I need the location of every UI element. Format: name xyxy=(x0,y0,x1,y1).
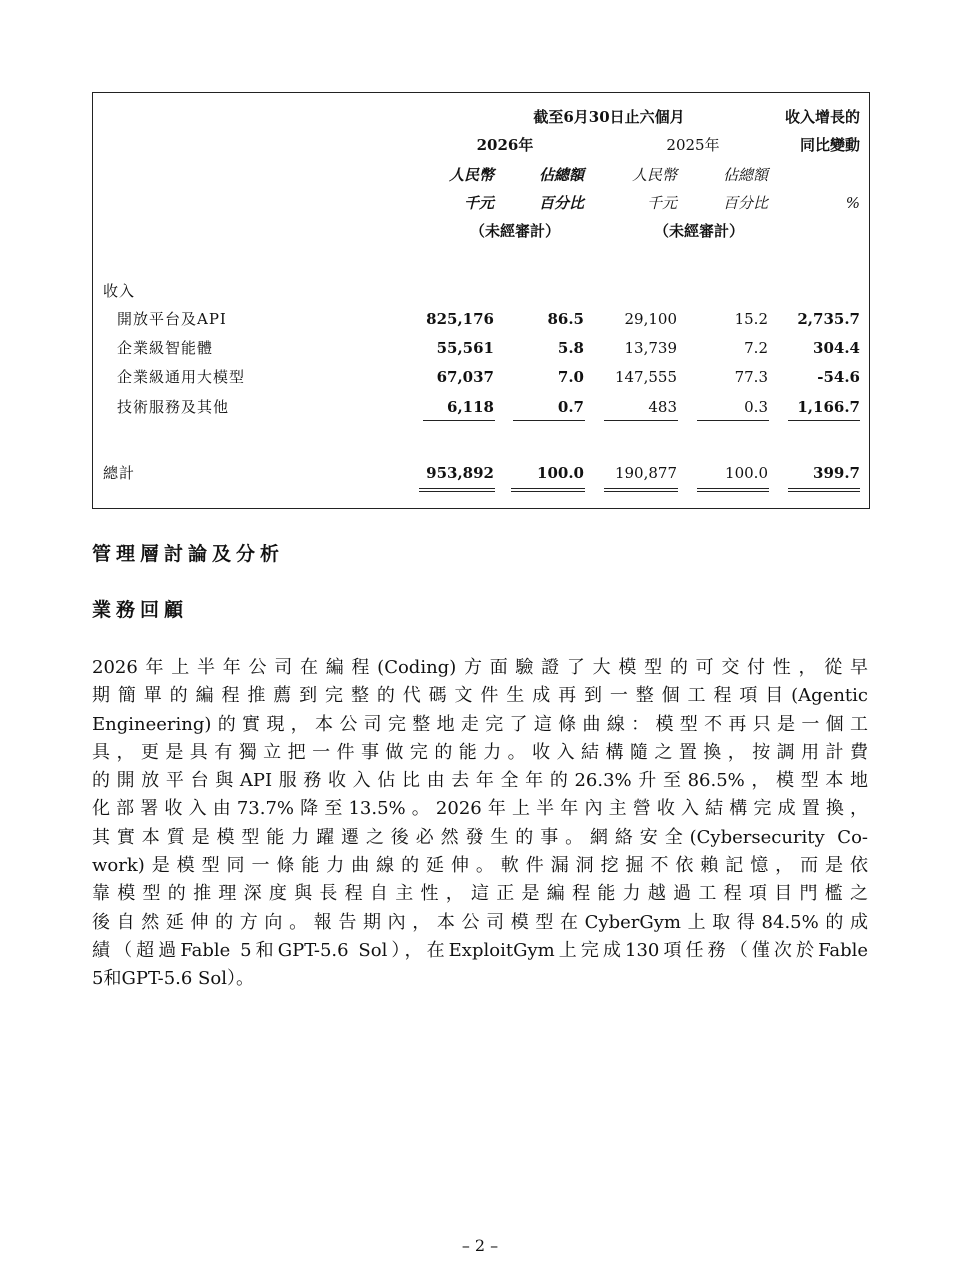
total-yoy: 399.7 xyxy=(813,464,860,482)
growth-header-line1: 收入增長的 xyxy=(784,108,860,126)
cell-pct-2026: 86.5 xyxy=(547,310,584,328)
percent-header-2026: 百分比 xyxy=(538,194,584,212)
cell-yoy: 2,735.7 xyxy=(797,310,860,328)
row-label: 企業級智能體 xyxy=(117,339,214,357)
cell-yoy: 1,166.7 xyxy=(797,398,860,416)
thousand-header-2026: 千元 xyxy=(463,194,494,212)
rmb-header-2025: 人民幣 xyxy=(631,166,677,184)
paragraph-line: 具，更是具有獨立把一件事做完的能力。收入結構隨之置換，按調用計費 xyxy=(92,741,868,763)
cell-pct-2025: 77.3 xyxy=(734,368,768,386)
pct-symbol-header: % xyxy=(845,194,860,212)
cell-rmb-2025: 29,100 xyxy=(624,310,677,328)
year-2026-header: 2026年 xyxy=(476,136,534,154)
row-label: 開放平台及API xyxy=(117,310,227,328)
cell-rmb-2026: 55,561 xyxy=(436,339,494,357)
subtotal-rule xyxy=(513,420,585,421)
year-2025-header: 2025年 xyxy=(666,136,720,154)
subtotal-rule xyxy=(604,420,678,421)
revenue-table xyxy=(92,92,870,509)
cell-yoy: -54.6 xyxy=(817,368,860,386)
subtotal-rule xyxy=(788,420,860,421)
business-review-paragraph xyxy=(92,654,868,994)
cell-yoy: 304.4 xyxy=(813,339,860,357)
revenue-section-label: 收入 xyxy=(103,282,136,300)
cell-pct-2025: 7.2 xyxy=(744,339,768,357)
cell-pct-2026: 7.0 xyxy=(557,368,584,386)
paragraph-line: 其實本質是模型能力躍遷之後必然發生的事。網絡安全(Cybersecurity Co- xyxy=(92,826,868,848)
total-rmb-2026: 953,892 xyxy=(426,464,494,482)
paragraph-line: 化部署收入由73.7%降至13.5%。2026年上半年內主營收入結構完成置換， xyxy=(92,798,868,820)
share-header-2025: 佔總額 xyxy=(722,166,768,184)
row-label: 技術服務及其他 xyxy=(117,398,230,416)
paragraph-line: Engineering)的實現，本公司完整地走完了這條曲線：模型不再只是一個工 xyxy=(92,713,868,735)
cell-pct-2026: 5.8 xyxy=(557,339,584,357)
unaudited-2026: （未經審計） xyxy=(469,222,560,240)
thousand-header-2025: 千元 xyxy=(646,194,677,212)
paragraph-line: 後自然延伸的方向。報告期內，本公司模型在CyberGym上取得84.5%的成 xyxy=(92,911,868,933)
cell-rmb-2026: 825,176 xyxy=(426,310,494,328)
paragraph-line: 靠模型的推理深度與長程自主性，這正是編程能力越過工程項目門檻之 xyxy=(92,883,868,905)
cell-rmb-2026: 6,118 xyxy=(447,398,494,416)
cell-rmb-2025: 13,739 xyxy=(624,339,677,357)
cell-pct-2025: 0.3 xyxy=(744,398,768,416)
paragraph-line: 5和GPT-5.6 Sol）。 xyxy=(92,968,254,990)
paragraph-line: 期簡單的編程推薦到完整的代碼文件生成再到一整個工程項目(Agentic xyxy=(92,685,868,707)
page-number: – 2 – xyxy=(461,1236,499,1255)
subsection-title: 業務回顧 xyxy=(92,599,189,621)
period-header: 截至6月30日止六個月 xyxy=(533,108,685,126)
total-label: 總計 xyxy=(103,464,136,482)
subtotal-rule xyxy=(697,420,769,421)
subtotal-rule xyxy=(423,420,495,421)
cell-pct-2026: 0.7 xyxy=(557,398,584,416)
cell-rmb-2026: 67,037 xyxy=(436,368,494,386)
growth-header-line2: 同比變動 xyxy=(799,136,860,154)
total-rmb-2025: 190,877 xyxy=(614,464,677,482)
percent-header-2025: 百分比 xyxy=(722,194,768,212)
paragraph-line: 績（超過Fable 5和GPT-5.6 Sol），在ExploitGym上完成130項任務（僅次於Fable xyxy=(92,939,868,961)
total-pct-2025: 100.0 xyxy=(725,464,768,482)
total-double-rule xyxy=(511,488,585,492)
section-title: 管理層討論及分析 xyxy=(92,543,285,565)
share-header-2026: 佔總額 xyxy=(538,166,584,184)
total-double-rule xyxy=(788,488,860,492)
cell-pct-2025: 15.2 xyxy=(734,310,768,328)
cell-rmb-2025: 147,555 xyxy=(614,368,677,386)
total-double-rule xyxy=(697,488,769,492)
paragraph-line: 的開放平台與API服務收入佔比由去年全年的26.3%升至86.5%，模型本地 xyxy=(92,770,868,792)
cell-rmb-2025: 483 xyxy=(648,398,677,416)
row-label: 企業級通用大模型 xyxy=(117,368,246,386)
rmb-header-2026: 人民幣 xyxy=(448,166,494,184)
total-double-rule xyxy=(604,488,678,492)
paragraph-line: work)是模型同一條能力曲線的延伸。軟件漏洞挖掘不依賴記憶，而是依 xyxy=(92,855,868,877)
paragraph-line: 2026年上半年公司在編程(Coding)方面驗證了大模型的可交付性，從早 xyxy=(92,657,868,678)
total-double-rule xyxy=(419,488,495,492)
total-pct-2026: 100.0 xyxy=(537,464,584,482)
unaudited-2025: （未經審計） xyxy=(653,222,744,240)
